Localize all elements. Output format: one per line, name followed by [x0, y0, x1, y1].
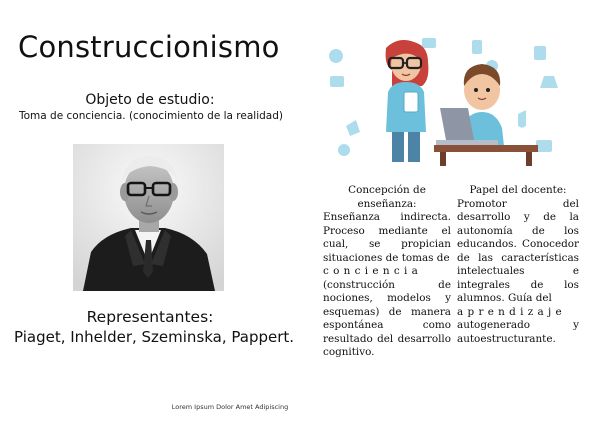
teaching-conception-spaced-word: conciencia [323, 265, 423, 277]
teacher-role-column [457, 184, 579, 346]
book-icon [346, 120, 360, 136]
music-note-icon [518, 110, 526, 128]
portrait-photo [73, 144, 224, 291]
phone-icon [472, 40, 482, 54]
students-illustration [322, 36, 572, 166]
camera-icon [536, 140, 552, 152]
footer-text: Lorem Ipsum Dolor Amet Adipiscing [171, 403, 289, 411]
teaching-conception-text-b: (construcción de nociones, modelos y esquemas) de manera espontánea como resultado del desarrollo cognitivo. [323, 278, 451, 358]
teacher-role-text-b: autogenerado y autoestructurante. [457, 319, 579, 345]
camera-icon [330, 76, 344, 87]
monitor-icon [422, 38, 436, 48]
teacher-role-heading: Papel del docente: [469, 184, 567, 196]
page-title: Construccionismo [18, 30, 280, 64]
object-heading: Objeto de estudio: [85, 92, 215, 108]
representatives-heading: Representantes: [86, 308, 214, 326]
representatives-names: Piaget, Inhelder, Szeminska, Pappert. [14, 328, 295, 346]
teacher-role-text-a: Promotor del desarrollo y de la autonomía de los educandos. Conocedor de las características intelectuales e integrales de los alumnos. Guía del [457, 197, 579, 304]
teaching-conception-column [323, 184, 451, 360]
flask-icon [540, 76, 558, 88]
teaching-conception-heading: Concepción de enseñanza: [348, 184, 426, 210]
document-icon [534, 46, 546, 60]
object-text: Toma de conciencia. (conocimiento de la realidad) [18, 110, 283, 122]
bulb-icon [329, 49, 343, 63]
teacher-role-spaced-word: aprendizaje [457, 305, 566, 318]
mouse-icon [338, 144, 350, 156]
teaching-conception-text-a: Enseñanza indirecta. Proceso mediante el cual, se propician situaciones de tomas de [323, 211, 451, 264]
